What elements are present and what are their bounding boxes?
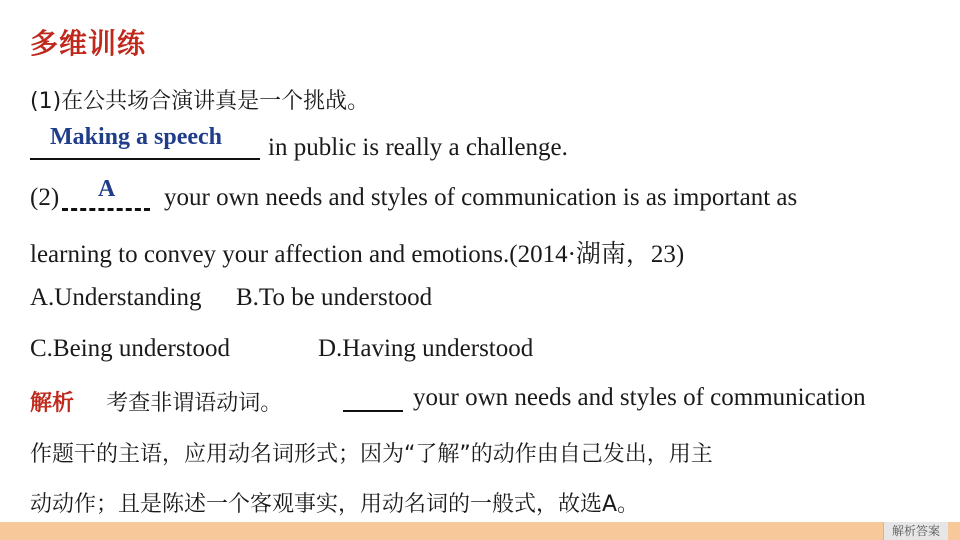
q1-answer: Making a speech: [50, 124, 223, 150]
show-analysis-button[interactable]: 解析答案: [883, 522, 948, 540]
q2-text-line2: learning to convey your affection and emotions.(2014·湖南，23): [30, 241, 685, 268]
footer-bar: [0, 522, 960, 540]
q2-text-line1: your own needs and styles of communication is as important as: [164, 184, 798, 211]
q2-number: (2): [30, 184, 60, 211]
analysis-line1-rest: your own needs and styles of communication: [413, 384, 866, 411]
option-b: B.To be understood: [236, 284, 433, 311]
page-title: 多维训练: [30, 27, 147, 60]
analysis-line2: 作题干的主语，应用动名词形式；因为“了解”的动作由自己发出，用主: [30, 442, 713, 467]
q1-prompt: (1)在公共场合演讲真是一个挑战。: [30, 89, 370, 114]
option-a: A.Understanding: [30, 284, 202, 311]
analysis-blank-line: [343, 410, 403, 412]
q2-blank-line: [62, 208, 150, 211]
option-c: C.Being understood: [30, 335, 230, 362]
q1-sentence-rest: in public is really a challenge.: [268, 134, 568, 161]
analysis-intro: 考查非谓语动词。: [106, 391, 283, 416]
analysis-line1: [30, 386, 282, 417]
q2-answer: A: [98, 176, 116, 202]
analysis-label: 解析: [30, 391, 75, 416]
q1-blank-line: [30, 158, 260, 160]
option-d: D.Having understood: [318, 335, 534, 362]
analysis-line3: 动动作；且是陈述一个客观事实，用动名词的一般式，故选A。: [30, 492, 640, 517]
